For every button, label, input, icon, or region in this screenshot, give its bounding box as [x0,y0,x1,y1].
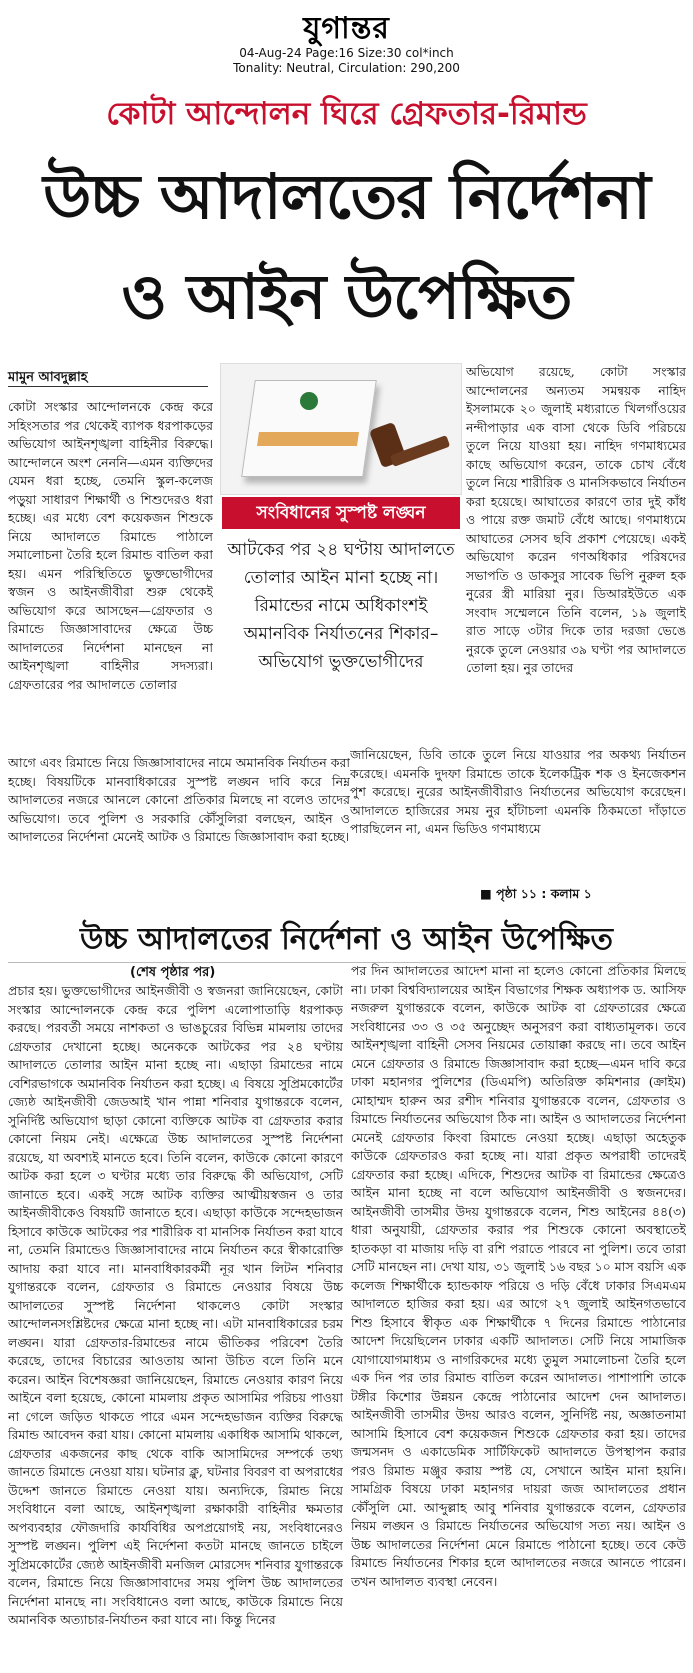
masthead [0,4,693,46]
article-column-3: অভিযোগ রয়েছে, কোটা সংস্কার আন্দোলনের অন্যতম সমন্বয়ক নাহিদ ইসলামকে ২০ জুলাই মধ্যরাতে খিলগাঁওয়ের নন্দীপাড়ার এক বাসা থেকে ডিবি পরিচয়ে তুলে নিয়ে যাওয়া হয়। নাহিদ গণমাধ্যমের কাছে অভিযোগ করেন, তাকে চোখ বেঁধে তুলে নিয়ে শারীরিক ও মানসিকভাবে নির্যাতন করা হয়েছে। আঘাতের কারণে তার দুই কাঁধ ও পায়ে রক্ত জমাট বেঁধে আছে। গণমাধ্যমে আঘাতের সেসব ছবি প্রকাশ পেয়েছে। একই অভিযোগ করেন গণঅধিকার পরিষদের সভাপতি ও ডাকসুর সাবেক ভিপি নুরুল হক নুরের স্ত্রী মারিয়া নুর। ডিআরইউতে এক সংবাদ সম্মেলনে তিনি বলেন, ১৯ জুলাই রাত সাড়ে ৩টার দিকে তার দরজা ভেঙে নুরকে তুলে নেওয়ার ৩৯ ঘণ্টা পর আদালতে তোলা হয়। নুর তাদের [466,364,686,675]
graphic-deck: আটকের পর ২৪ ঘণ্টায় আদালতে তোলার আইন মানা হচ্ছে না। রিমান্ডের নামে অধিকাংশই অমানবিক নির্যাতনের শিকার–অভিযোগ ভুক্তভোগীদের [227,540,455,672]
headline-line-2: ও আইন উপেক্ষিত [121,260,572,333]
article-column-1: কোটা সংস্কার আন্দোলনকে কেন্দ্র করে সহিংসতার পর থেকেই ব্যাপক ধরপাকড়ের অভিযোগ আইনশৃঙ্খলা বাহিনীর বিরুদ্ধে। আন্দোলনে অংশ নেননি—এমন ব্যক্তিদের যেমন ধরা হচ্ছে, তেমনি স্কুল-কলেজ পড়ুয়া সাধারণ শিক্ষার্থী ও শিশুদেরও ধরা হচ্ছে। এর মধ্যে বেশ কয়েকজন শিশুকে নিয়ে আদালতে রিমান্ডে পাঠালে সমালোচনা তৈরি হলে রিমান্ড বাতিল করা হয়। এমন পরিস্থিতিতে ভুক্তভোগীদের স্বজন ও আইনজীবীরা শুরু থেকেই অভিযোগ করে আসছেন—গ্রেফতার ও রিমান্ডে জিজ্ঞাসাবাদের ক্ষেত্রে উচ্চ আদালতের নির্দেশনা মানছেন না আইনশৃঙ্খলা বাহিনীর সদস্যরা। গ্রেফতারের পর আদালতে তোলার [8,399,213,692]
jump-headline: উচ্চ আদালতের নির্দেশনা ও আইন উপেক্ষিত [80,922,613,957]
continued-from-label: (শেষ পৃষ্ঠার পর) [130,965,216,980]
book-cover-band [257,432,359,446]
clipping-meta-size: 04-Aug-24 Page:16 Size:30 col*inch [239,46,454,60]
state-emblem-icon [300,392,318,410]
headline-line-1: উচ্চ আদালতের নির্দেশনা [43,160,650,233]
graphic-banner: সংবিধানের সুস্পষ্ট লঙ্ঘন [222,497,460,529]
article-column-1-continued: আগে এবং রিমান্ডে নিয়ে জিজ্ঞাসাবাদের নামে অমানবিক নির্যাতন করা হচ্ছে। বিষয়টিকে মানবাধিকারের সুস্পষ্ট লঙ্ঘন দাবি করে নিম্ন আদালতের নজরে আনলে কোনো প্রতিকার মিলছে না বলেও তাদের অভিযোগ। তবে পুলিশ ও সরকারি কৌঁসুলিরা বলছেন, আইন ও আদালতের নির্দেশনা মেনেই আটক ও রিমান্ডে জিজ্ঞাসাবাদ করা হচ্ছে। [8,755,350,844]
jump-column-1: প্রচার হয়। ভুক্তভোগীদের আইনজীবী ও স্বজনরা জানিয়েছেন, কোটা সংস্কার আন্দোলনকে কেন্দ্র করে পুলিশ এলোপাতাড়ি ধরপাকড় করছে। পরবর্তী সময়ে নাশকতা ও ভাঙচুরের বিভিন্ন মামলায় তাদের গ্রেফতার দেখানো হচ্ছে। অনেককে আটকের পর ২৪ ঘণ্টায় আদালতে তোলার আইন মানা হচ্ছে না। এছাড়া রিমান্ডের নামে বেশিরভাগকে অমানবিক নির্যাতন করা হচ্ছে। এ বিষয়ে সুপ্রিমকোর্টের জ্যেষ্ঠ আইনজীবী জেডআই খান পান্না শনিবার যুগান্তরকে বলেন, সুনির্দিষ্ট অভিযোগ ছাড়া কোনো ব্যক্তিকে আটক বা গ্রেফতার করার কোনো নিয়ম নেই। এক্ষেত্রে উচ্চ আদালতের সুস্পষ্ট নির্দেশনা রয়েছে, যা অবশ্যই মানতে হবে। তিনি বলেন, কাউকে কোনো কারণে আটক করা হলে ৩ ঘণ্টার মধ্যে তার বিরুদ্ধে কী অভিযোগ, সেটি জানাতে হবে। একই সঙ্গে আটক ব্যক্তির আত্মীয়স্বজন ও তার আইনজীবীকেও বিষয়টি জানাতে হবে। এছাড়া কাউকে সন্দেহভাজন হিসাবে কাউকে আটকের পর শারীরিক বা মানসিক নির্যাতন করা যাবে না, তেমনি রিমান্ডেও জিজ্ঞাসাবাদের নামে নির্যাতন করে স্বীকারোক্তি আদায় করা যাবে না। মানবাধিকারকর্মী নূর খান লিটন শনিবার যুগান্তরকে বলেন, গ্রেফতার ও রিমান্ডে নেওয়ার বিষয়ে উচ্চ আদালতের সুস্পষ্ট নির্দেশনা থাকলেও কোটা সংস্কার আন্দোলনসংশ্লিষ্টদের ক্ষেত্রে মানা হচ্ছে না। এটা মানবাধিকারের চরম লঙ্ঘন। যারা গ্রেফতার-রিমান্ডের নামে ভীতিকর পরিবেশ তৈরি করেছে, তাদের বিচারের আওতায় আনা উচিত বলে তিনি মনে করেন। আইন বিশেষজ্ঞরা জানিয়েছেন, রিমান্ডে নেওয়ার কারণ নিয়ে আইনে বলা হয়েছে, কোনো মামলায় প্রকৃত আসামির পরিচয় পাওয়া না গেলে জড়িত থাকতে পারে এমন সন্দেহভাজন ব্যক্তির বিরুদ্ধে রিমান্ড আবেদন করা যায়। কোনো মামলায় একাধিক আসামি থাকলে, গ্রেফতার একজনের কাছ থেকে বাকি আসামিদের সম্পর্কে তথ্য জানতে রিমান্ডে নেওয়া যায়। ঘটনার ক্লু, ঘটনার বিবরণ বা অপরাধের উদ্দেশ জানতে রিমান্ডে নেওয়া যায়। অন্যদিকে, রিমান্ড নিয়ে সংবিধানে বলা আছে, আইনশৃঙ্খলা রক্ষাকারী বাহিনীর ক্ষমতার অপব্যবহার ফৌজদারি কার্যবিধির অপপ্রয়োগই নয়, সংবিধানেরও সুস্পষ্ট লঙ্ঘন। পুলিশ এই নির্দেশনা কতটা মানছে জানতে চাইলে সুপ্রিমকোর্টের জ্যেষ্ঠ আইনজীবী মনজিল মোরসেদ শনিবার যুগান্তরকে বলেন, রিমান্ডে নিয়ে জিজ্ঞাসাবাদের সময় পুলিশ উচ্চ আদালতের নির্দেশনা মানছে না। সংবিধানেও বলা আছে, কাউকে রিমান্ডে নিয়ে অমানবিক অত্যাচার-নির্যাতন করা যাবে না। কিন্তু দিনের [8,983,343,1627]
headline-kicker: কোটা আন্দোলন ঘিরে গ্রেফতার-রিমান্ড [106,96,587,132]
byline: মামুন আবদুল্লাহ [8,370,88,385]
byline-divider [8,386,208,387]
jump-column-2: পর দিন আদালতের আদেশ মানা না হলেও কোনো প্রতিকার মিলছে না। ঢাকা বিশ্ববিদ্যালয়ের আইন বিভাগের শিক্ষক অধ্যাপক ড. আসিফ নজরুল যুগান্তরকে বলেন, কাউকে আটক বা গ্রেফতারের ক্ষেত্রে সংবিধানের ৩৩ ও ৩৫ অনুচ্ছেদ অনুসরণ করা বাধ্যতামূলক। তবে আইনশৃঙ্খলা বাহিনী সেসব নিয়মের তোয়াক্কা করছে না। তবে আইন মেনে গ্রেফতার ও রিমান্ডে জিজ্ঞাসাবাদ করা হচ্ছে—এমন দাবি করে ঢাকা মহানগর পুলিশের (ডিএমপি) অতিরিক্ত কমিশনার (ক্রাইম) মোহাম্মদ হারুন অর রশীদ শনিবার যুগান্তরকে বলেন, গ্রেফতার ও রিমান্ডে নির্যাতনের অভিযোগ ঠিক না। আইন ও আদালতের নির্দেশনা মেনেই গ্রেফতার কিংবা রিমান্ডে নেওয়া হচ্ছে। এছাড়া অহেতুক কাউকে গ্রেফতারও করা হচ্ছে না। যারা প্রকৃত অপরাধী তাদেরই গ্রেফতার করা হচ্ছে। এদিকে, শিশুদের আটক বা রিমান্ডের ক্ষেত্রেও আইন মানা হচ্ছে না বলে অভিযোগ আইনজীবী ও স্বজনদের। আইনজীবী তাসমীর উদয় যুগান্তরকে বলেন, শিশু আইনের ৪৪(৩) ধারা অনুযায়ী, গ্রেফতার করার পর শিশুকে কোনো অবস্থাতেই হাতকড়া বা মাজায় দড়ি বা রশি পরাতে পারবে না পুলিশ। তবে তারা সেটি মানছেন না। দেখা যায়, ৩১ জুলাই ১৬ বছর ১০ মাস বয়সি এক কলেজ শিক্ষার্থীকে হ্যান্ডকাফ পরিয়ে ও দড়ি বেঁধে ঢাকার সিএমএম আদালতে হাজির করা হয়। এর আগে ২৭ জুলাই আইনগতভাবে শিশু হিসাবে স্বীকৃত এক শিক্ষার্থীকে ৭ দিনের রিমান্ডে পাঠানোর আদেশ দিয়েছিলেন ঢাকার একটি আদালত। সেটি নিয়ে সামাজিক যোগাযোগমাধ্যম ও নাগরিকদের মধ্যে তুমুল সমালোচনা তৈরি হলে এক দিন পর তার রিমান্ড বাতিল করেন আদালত। পাশাপাশি তাকে টঙ্গীর কিশোর উন্নয়ন কেন্দ্রে পাঠানোর আদেশ দেন আদালত। আইনজীবী তাসমীর উদয় আরও বলেন, সুনির্দিষ্ট নয়, অজ্ঞাতনামা আসামি হিসাবে বেশ কয়েকজন শিশুকে গ্রেফতার করা হয়। তাদের জন্মসনদ ও একাডেমিক সার্টিফিকেট আদালতে উপস্থাপন করার পরও রিমান্ড মঞ্জুর করায় স্পষ্ট যে, সেখানে আইন মানা হয়নি। সামগ্রিক বিষয়ে ঢাকা মহানগর দায়রা জজ আদালতের প্রধান কৌঁসুলি মো. আব্দুল্লাহ আবু শনিবার যুগান্তরকে বলেন, গ্রেফতার নিয়ম লঙ্ঘন ও রিমান্ডে নির্যাতনের অভিযোগ সত্য নয়। আইন ও উচ্চ আদালতের নির্দেশনা মেনে রিমান্ডে পাঠানো হচ্ছে। তবে কেউ রিমান্ডে নির্যাতনের শিকার হলে আদালতের নজরে আনতে পারেন। তখন আদালত ব্যবস্থা নেবেন। [351,963,686,1589]
continued-to-label: ■ পৃষ্ঠা ১১ : কলাম ১ [480,886,592,901]
clipping-meta-tonality: Tonality: Neutral, Circulation: 290,200 [233,61,460,75]
article-column-3-continued: জানিয়েছেন, ডিবি তাকে তুলে নিয়ে যাওয়ার পর অকথ্য নির্যাতন করেছে। এমনকি দুদফা রিমান্ডে তাকে ইলেকট্রিক শক ও ইনজেকশন পুশ করেছে। নুরের আইনজীবীরাও নির্যাতনের অভিযোগ করেছেন। আদালতে হাজিরের সময় নুর হাঁটাচলা এমনকি ঠিকমতো দাঁড়াতে পারছিলেন না, এমন ভিডিও গণমাধ্যমে [350,747,686,836]
masthead-logo: যুগান্তর [303,11,390,46]
